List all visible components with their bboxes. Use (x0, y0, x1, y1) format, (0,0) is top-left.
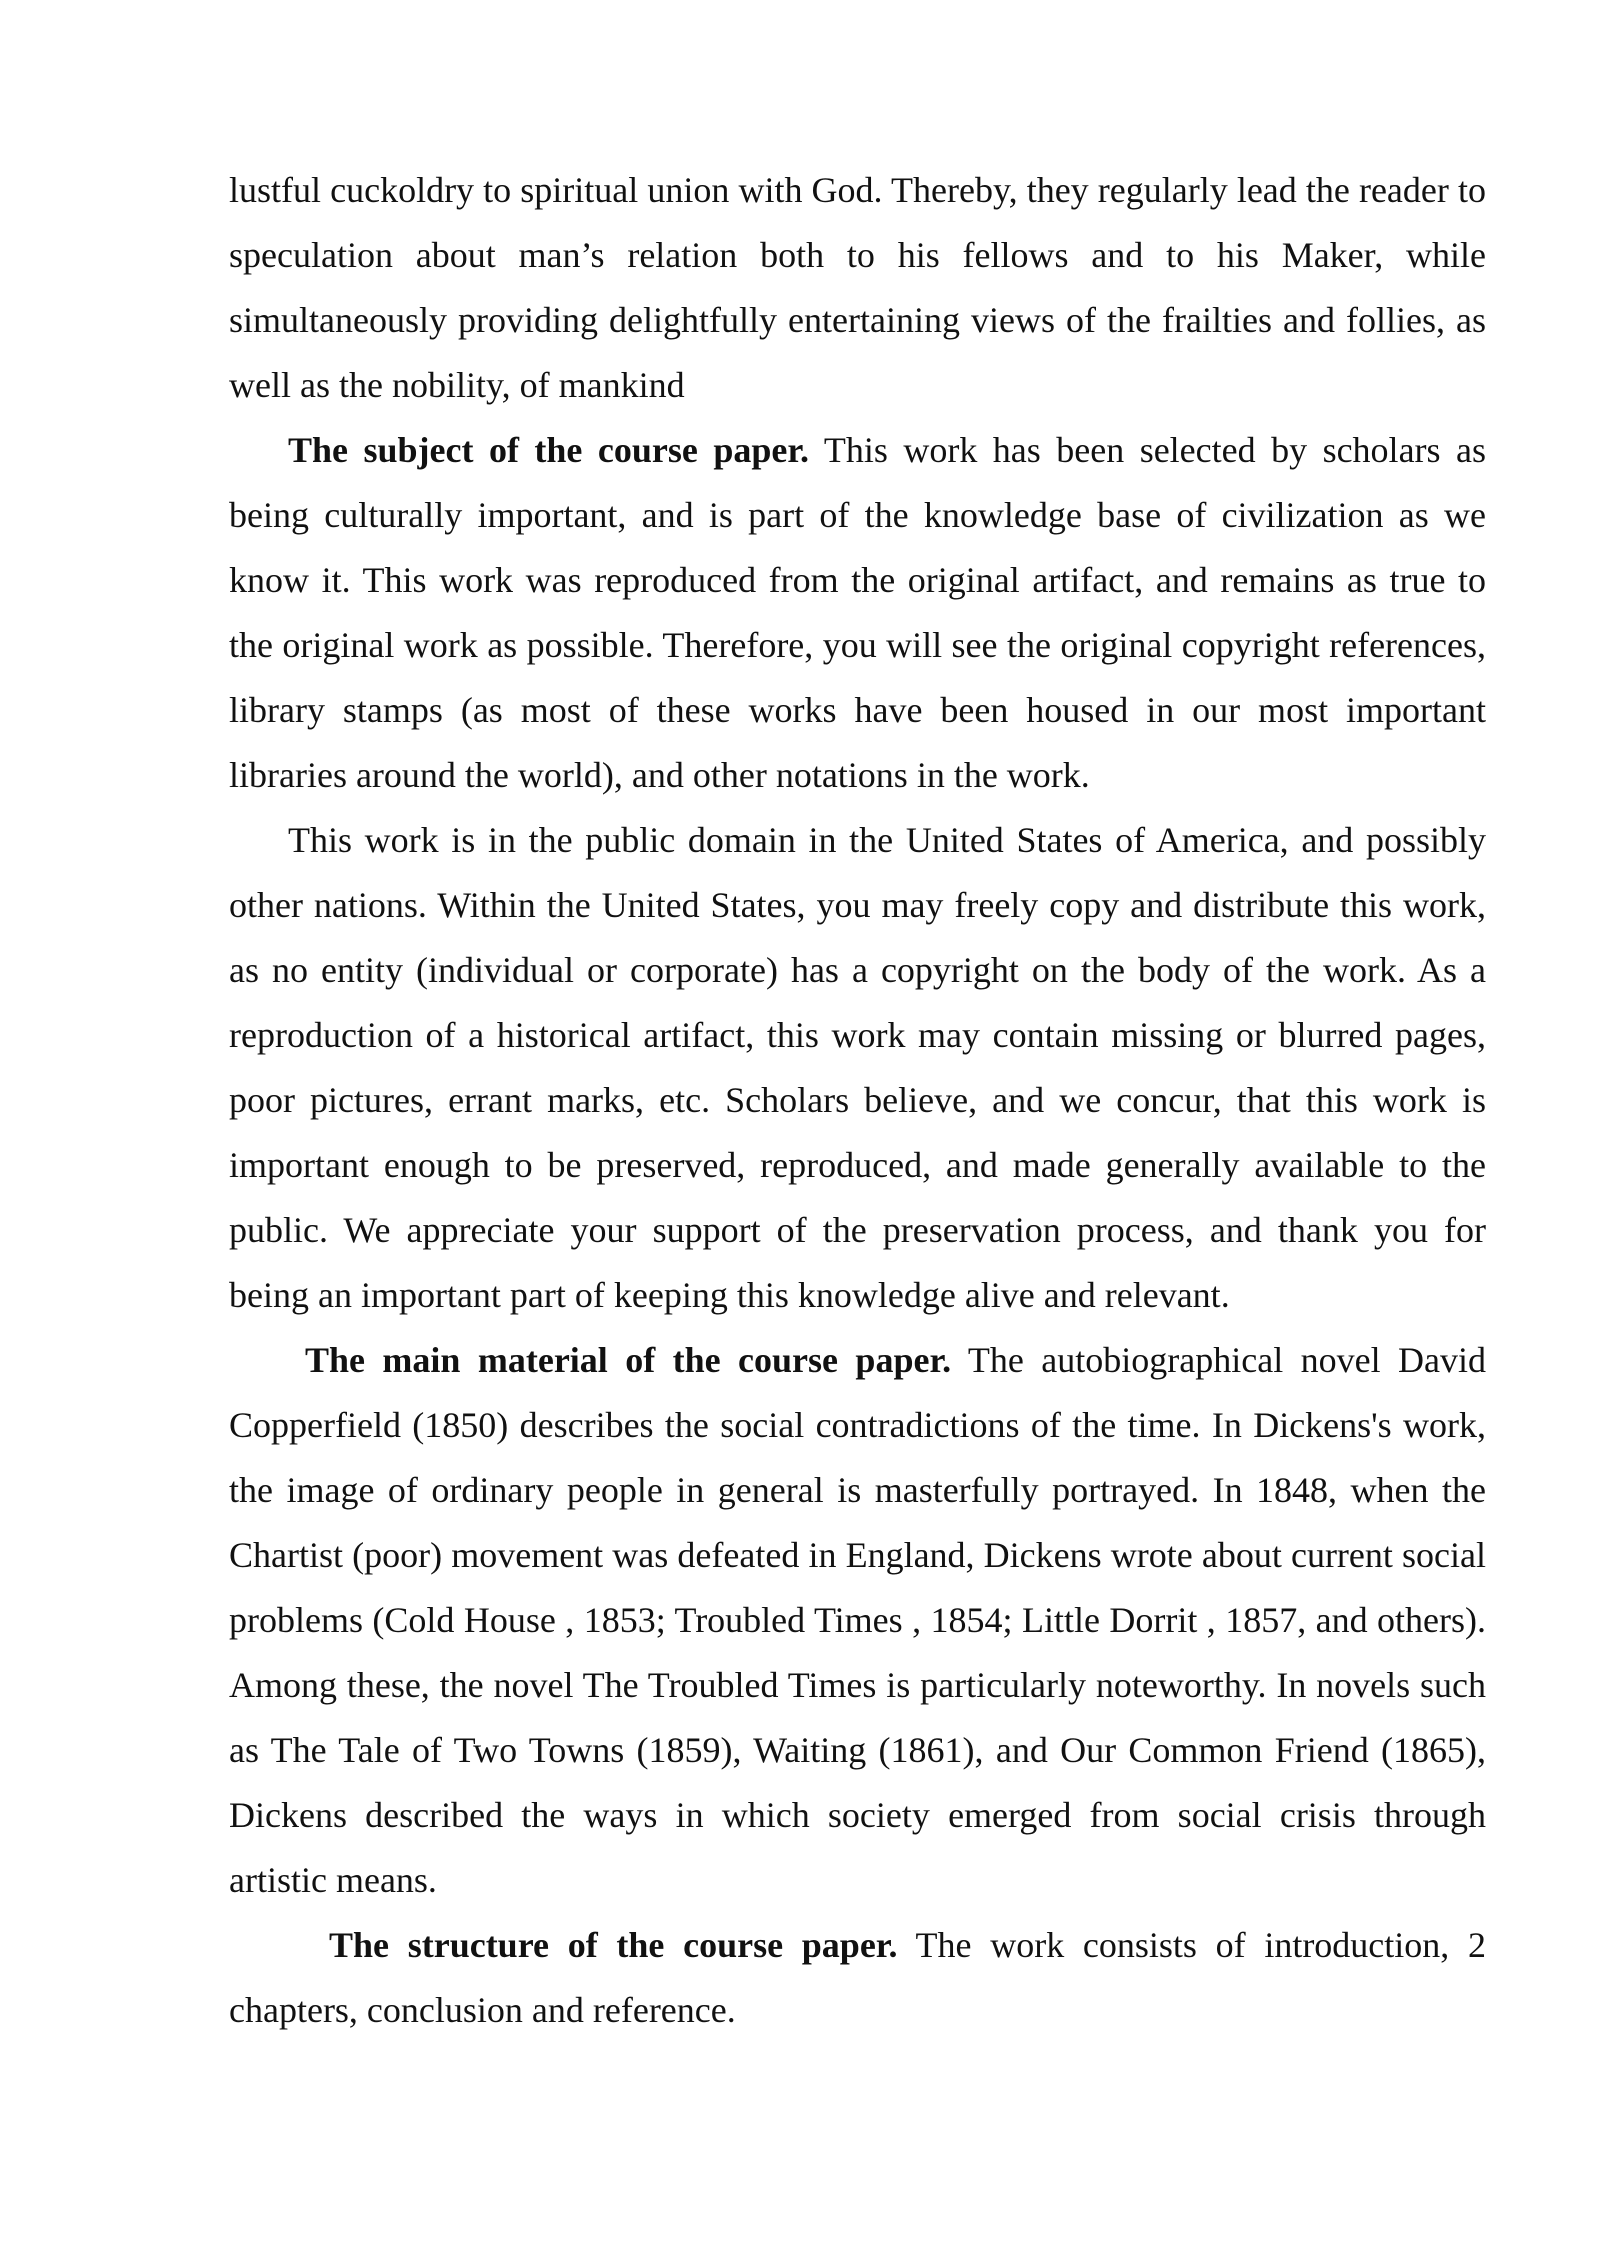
paragraph-public-domain (229, 808, 1486, 1328)
paragraph-text: This work is in the public domain in the United States of America, and possibly other nations. Within the United States, you may freely copy and distribute this work, as no entity (individual or corporate) has a copyright on the body of the work. As a reproduction of a historical artifact, this work may contain missing or blurred pages, poor pictures, errant marks, etc. Scholars believe, and we concur, that this work is important enough to be preserved, reproduced, and made generally available to the public. We appreciate your support of the preservation process, and thank you for being an important part of keeping this knowledge alive and relevant. (229, 820, 1486, 1315)
paragraph-continuation (229, 158, 1486, 418)
body-text (229, 158, 1486, 2043)
paragraph-text: The work consists of introduction, 2 chapters, conclusion and reference. (229, 1925, 1486, 2030)
paragraph-text: lustful cuckoldry to spiritual union with God. Thereby, they regularly lead the reader to speculation about man’s relation both to his fellows and to his Maker, while simultaneously providing delightfully entertaining views of the frailties and follies, as well as the nobility, of mankind (229, 170, 1486, 405)
paragraph-main-material (229, 1328, 1486, 1913)
paragraph-structure (229, 1913, 1486, 2043)
paragraph-subject (229, 418, 1486, 808)
paragraph-text: This work has been selected by scholars as being culturally important, and is part of the knowledge base of civilization as we know it. This work was reproduced from the original artifact, and remains as true to the original work as possible. Therefore, you will see the original copyright references, library stamps (as most of these works have been housed in our most important libraries around the world), and other notations in the work. (229, 430, 1487, 795)
section-heading-main-material: The main material of the course paper. (305, 1340, 952, 1380)
section-heading-subject: The subject of the course paper. (288, 430, 810, 470)
paragraph-text: The autobiographical novel David Copperfield (1850) describes the social contradictions of the time. In Dickens's work, the image of ordinary people in general is masterfully portrayed. In 1848, when the Chartist (poor) movement was defeated in England, Dickens wrote about current social problems (Cold House , 1853; Troubled Times , 1854; Little Dorrit , 1857, and others). Among these, the novel The Troubled Times is particularly noteworthy. In novels such as The Tale of Two Towns (1859), Waiting (1861), and Our Common Friend (1865), Dickens described the ways in which society emerged from social crisis through artistic means. (229, 1340, 1486, 1900)
section-heading-structure: The structure of the course paper. (329, 1925, 898, 1965)
